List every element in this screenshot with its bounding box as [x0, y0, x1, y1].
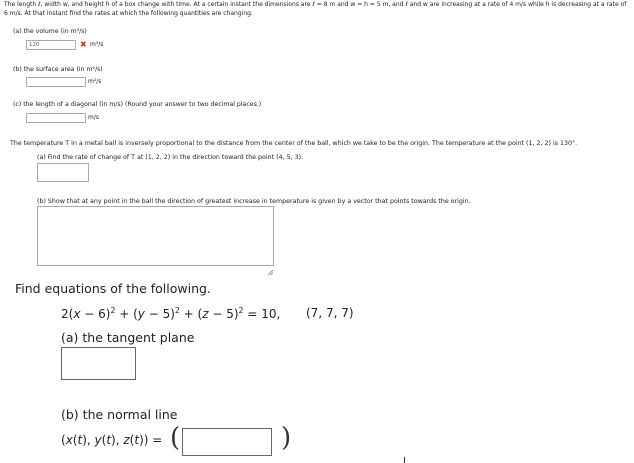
diagonal-unit: m/s	[88, 114, 99, 121]
normal-line-input[interactable]	[182, 428, 272, 456]
volume-rate-input[interactable]: 120	[26, 40, 76, 50]
volume-unit: m³/s	[90, 41, 104, 48]
problem1-intro-line2: 6 m/s. At that instant find the rates at which the following quantities are changing.	[4, 10, 253, 17]
incorrect-x-icon: ✖	[80, 40, 87, 49]
problem1-part-a-label: (a) the volume (in m³/s)	[13, 28, 87, 35]
given-point: (7, 7, 7)	[306, 306, 354, 320]
problem2-part-a-label: (a) Find the rate of change of T at (1, 2, 2) in the direction toward the point (4, 5, 3).	[37, 154, 304, 161]
left-paren: (	[170, 423, 181, 453]
problem1-intro-line1: The length ℓ, width w, and height h of a box change with time. At a certain instant the dimensions are ℓ = 8 m and w = h = 5 m, and ℓ and w are increasing at a rate of 4 m/s while h is decreasing at a rate of	[4, 1, 627, 8]
problem3-heading: Find equations of the following.	[15, 281, 211, 296]
problem1-part-c-label: (c) the length of a diagonal (in m/s) (Round your answer to two decimal places.)	[13, 101, 262, 108]
problem1-part-b-label: (b) the surface area (in m²/s)	[13, 66, 103, 73]
problem2-part-b-label: (b) Show that at any point in the ball the direction of greatest increase in temperature is given by a vector that points towards the origin.	[37, 198, 471, 205]
rate-of-change-input[interactable]	[37, 163, 89, 182]
surface-equation: $2(x - 6)^2 + (y - 5)^2 + (z - 5)^2 = 10$,	[61, 306, 281, 321]
explanation-textarea[interactable]	[37, 206, 274, 266]
problem3-part-b-label: (b) the normal line	[61, 407, 178, 422]
surface-area-unit: m²/s	[88, 78, 102, 85]
diagonal-rate-input[interactable]	[26, 113, 86, 123]
tangent-plane-input[interactable]	[61, 347, 136, 380]
right-paren: )	[281, 423, 292, 453]
normal-line-lhs: (x(t), y(t), z(t)) =	[61, 433, 163, 447]
problem2-intro: The temperature T in a metal ball is inversely proportional to the distance from the center of the ball, which we take to be the origin. The temperature at the point (1, 2, 2) is 130°.	[10, 140, 578, 147]
surface-area-rate-input[interactable]	[26, 77, 86, 87]
text-cursor	[404, 457, 405, 463]
textarea-resize-handle[interactable]	[268, 260, 273, 265]
problem3-part-a-label: (a) the tangent plane	[61, 330, 195, 345]
